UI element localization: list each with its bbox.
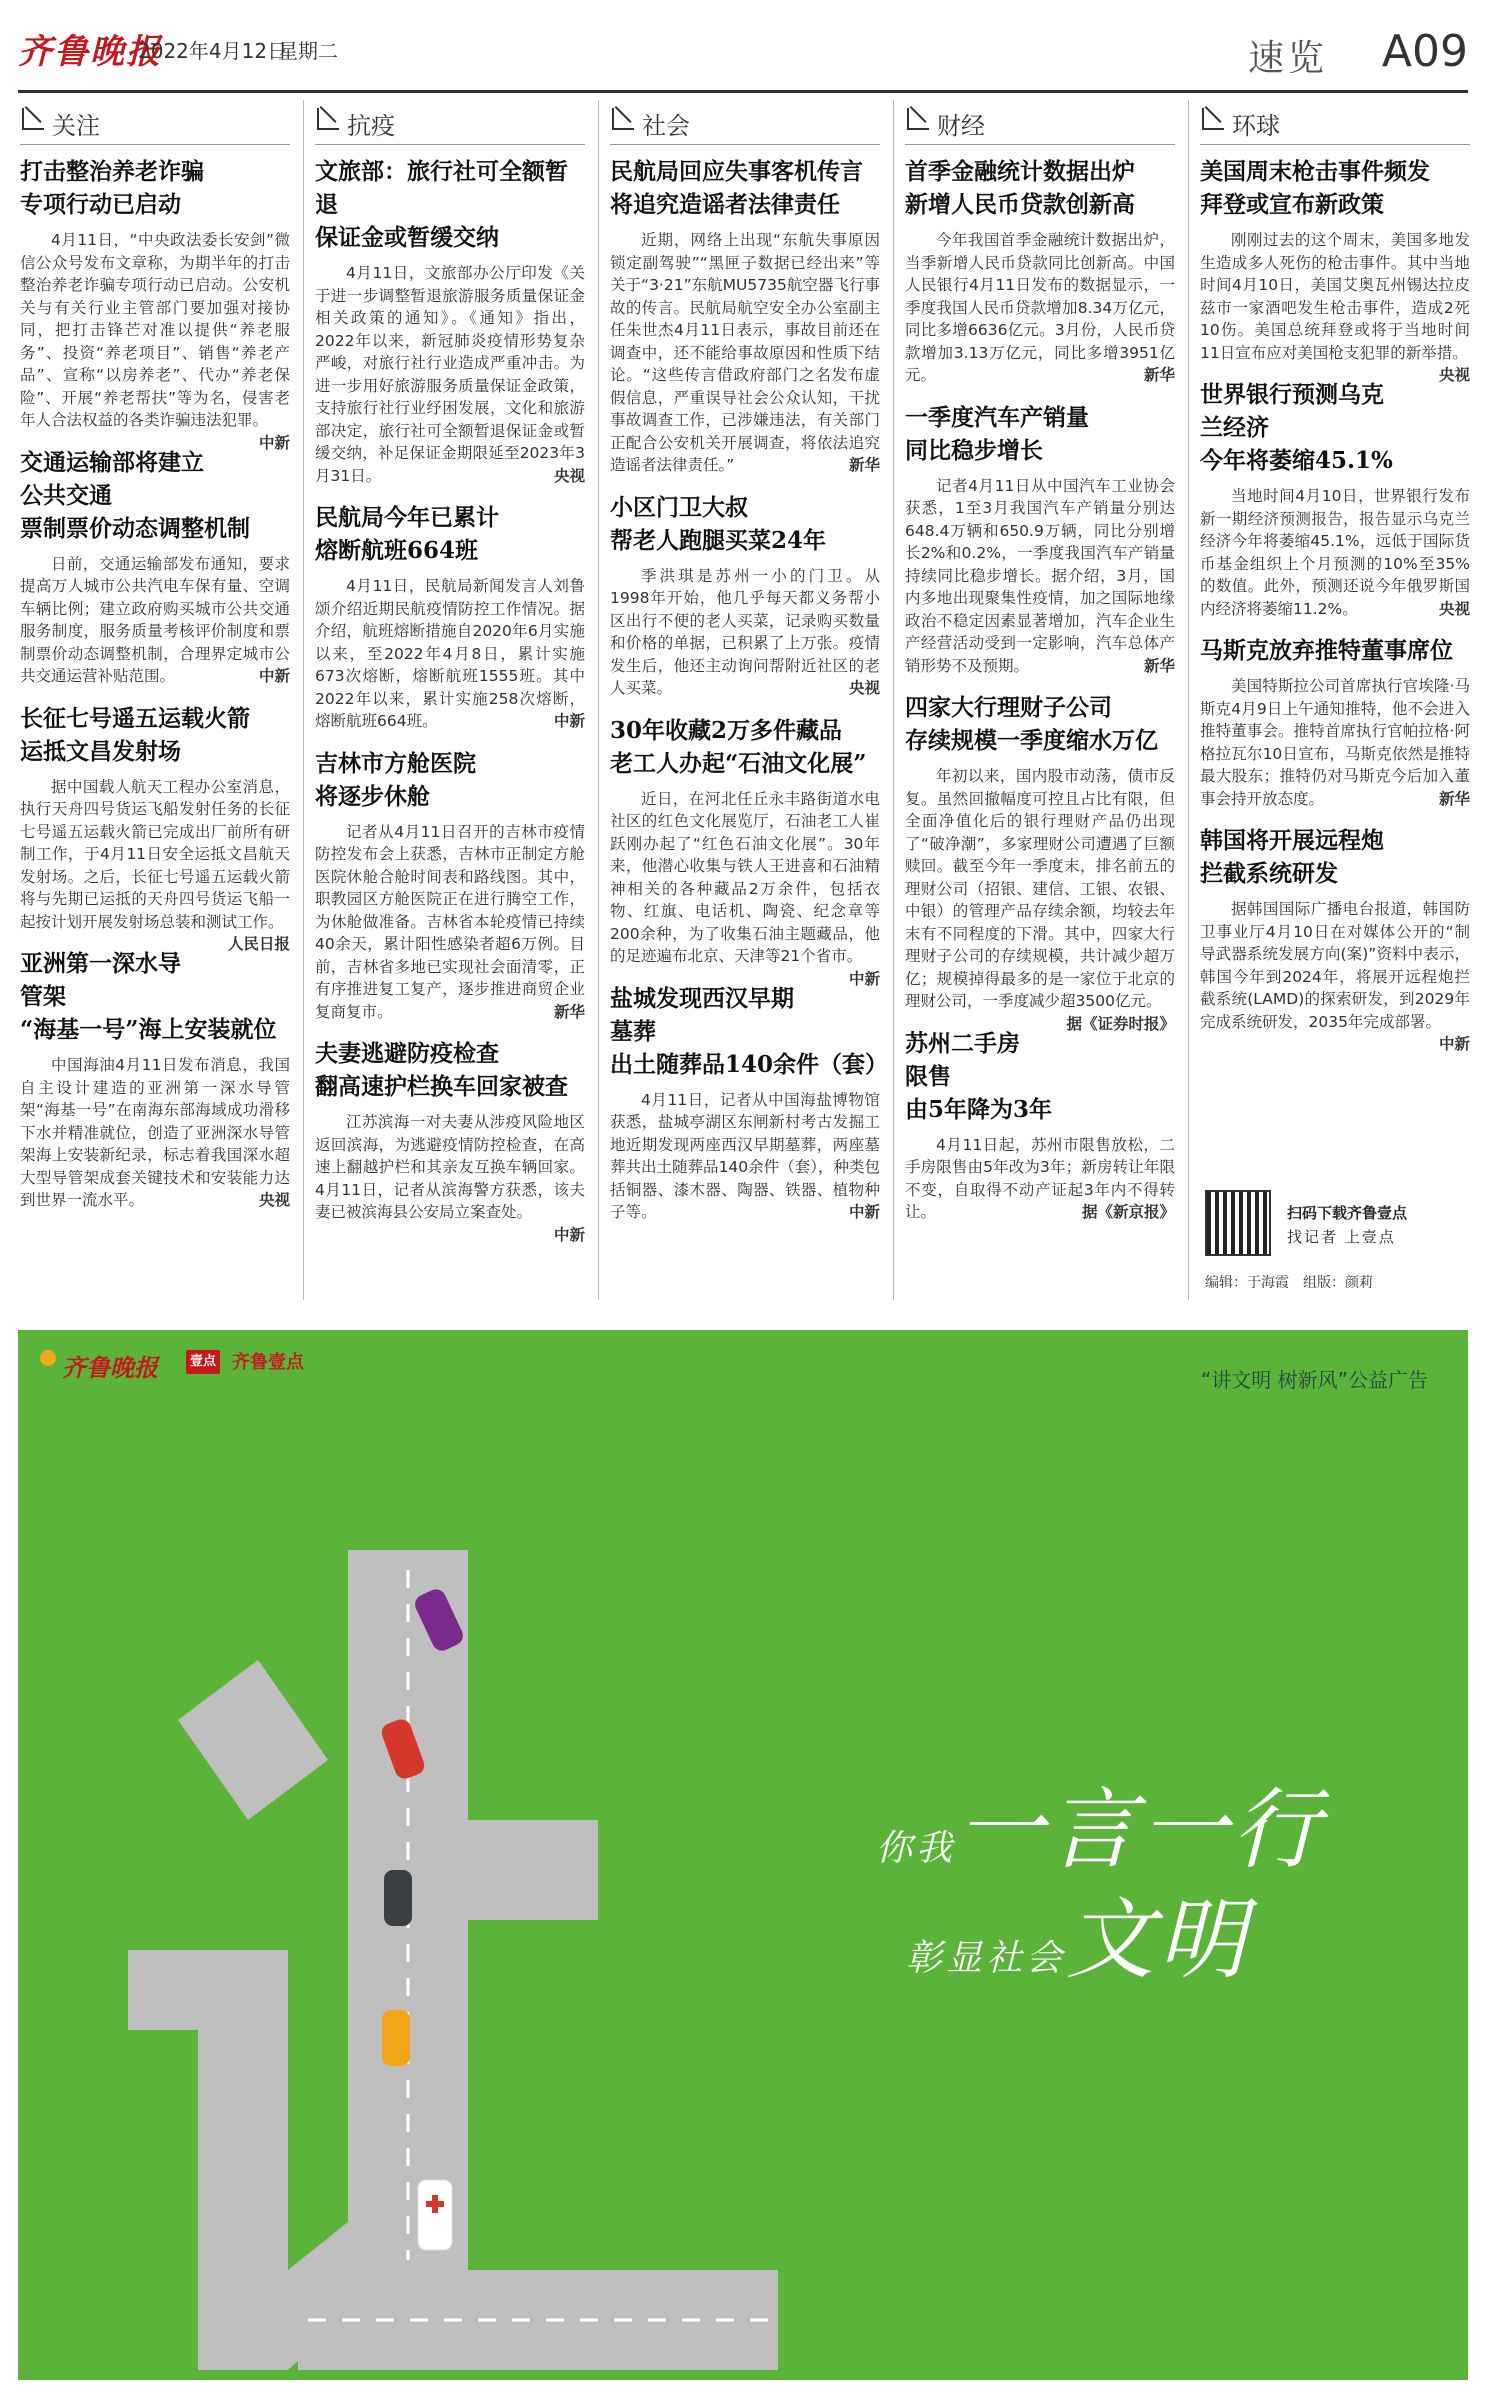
news-article xyxy=(315,501,585,733)
article-headline[interactable]: 30年收藏2万多件藏品 老工人办起“石油文化展” xyxy=(610,716,867,777)
article-body xyxy=(1200,898,1470,1053)
slogan-2-big: 文明 xyxy=(1066,1888,1251,1991)
article-body xyxy=(610,1089,880,1224)
article-body xyxy=(905,765,1175,1033)
qr-code-icon[interactable] xyxy=(1205,1190,1271,1256)
column-title: 关注 xyxy=(52,112,100,140)
article-source: 据《新京报》 xyxy=(1081,1203,1175,1221)
article-source: 中新 xyxy=(1438,1035,1470,1053)
article-headline[interactable]: 韩国将开展远程炮 拦截系统研发 xyxy=(1200,827,1384,887)
article-text: 中国海油4月11日发布消息，我国自主设计建造的亚洲第一深水导管架“海基一号”在南海东部海域成功滑移下水并精准就位，创造了亚洲深水导管架海上安装新纪录，标志着我国深水超大型导管架成套关键技术和安装能力达到世界一流水平。 xyxy=(20,1056,290,1209)
article-headline[interactable]: 长征七号遥五运载火箭 运抵文昌发射场 xyxy=(20,704,250,765)
issue-weekday: 星期二 xyxy=(278,39,338,63)
issue-date: 2022年4月12日 xyxy=(138,39,288,63)
article-body xyxy=(315,575,585,733)
article-body xyxy=(905,229,1175,387)
masthead-rule xyxy=(18,90,1468,93)
column-divider xyxy=(893,100,894,1300)
slogan-line-1 xyxy=(876,1760,1324,1886)
article-body xyxy=(1200,675,1470,810)
article-text: 据韩国国际广播电台报道，韩国防卫事业厅4月10日在对媒体公开的“制导武器系统发展方向(案)”资料中表示，韩国今年到2024年，将展开远程炮拦截系统(LAMD)的探索研发，到2029年完成系统研发，2035年完成部署。 xyxy=(1200,900,1470,1031)
article-text: 4月11日，文旅部办公厅印发《关于进一步调整暂退旅游服务质量保证金相关政策的通知》。《通知》指出，2022年以来，新冠肺炎疫情形势复杂严峻，对旅行社行业造成严重冲击。为进一步用好旅游服务质量保证金政策，支持旅行社行业纾困发展，文化和旅游部决定，旅行社可全额暂退保证金或暂缓交纳，补足保证金期限延至2023年3月31日。 xyxy=(315,264,585,485)
column-guanzhu xyxy=(20,100,290,1226)
article-headline[interactable]: 四家大行理财子公司 存续规模一季度缩水万亿 xyxy=(905,694,1158,754)
app-name: 齐鲁壹点 xyxy=(232,1352,304,1373)
article-headline[interactable]: 首季金融统计数据出炉 新增人民币贷款创新高 xyxy=(905,158,1135,218)
rang-character-shape xyxy=(128,1550,778,2370)
column-header xyxy=(905,100,1175,145)
article-text: 4月11日，“中央政法委长安剑”微信公众号发布文章称，为期半年的打击整治养老诈骗专项行动已启动。公安机关与有关行业主管部门要加强对接协同，把打击锋芒对准以提供“养老服务”、投资“养老项目”、销售“养老产品”、宣称“以房养老”、代办“养老保险”、开展“养老帮扶”等为名，侵害老年人合法权益的各类诈骗违法犯罪。 xyxy=(20,231,290,429)
article-body xyxy=(610,229,880,477)
section-arrow-icon xyxy=(907,108,929,130)
column-divider xyxy=(303,100,304,1300)
column-title: 环球 xyxy=(1232,112,1280,140)
rang-road-illustration xyxy=(88,1390,848,2380)
article-source: 人民日报 xyxy=(227,935,290,953)
article-headline[interactable]: 苏州二手房限售 由5年降为3年 xyxy=(905,1029,1053,1123)
article-headline[interactable]: 民航局回应失事客机传言 将追究造谣者法律责任 xyxy=(610,158,863,218)
section-name: 速览 xyxy=(1247,38,1328,79)
article-body xyxy=(1200,229,1470,384)
slogan-line-2 xyxy=(906,1870,1250,1996)
column-header xyxy=(1200,100,1470,145)
article-text: 今年我国首季金融统计数据出炉，当季新增人民币贷款同比创新高。中国人民银行4月11日发布的数据显示，一季度我国人民币贷款增加8.34万亿元，同比多增6636亿元。3月份，人民币贷款增加3.13万亿元，同比多增3951亿元。 xyxy=(905,231,1175,384)
news-article xyxy=(905,155,1175,387)
logo-circle-icon xyxy=(40,1350,56,1366)
editor-credit: 编辑：于海霞 组版：颜莉 xyxy=(1205,1275,1373,1291)
article-text: 近期，网络上出现“东航失事原因锁定副驾驶”“黑匣子数据已经出来”等关于“3·21”东航MU5735航空器飞行事故的传言。民航局航空安全办公室副主任朱世杰4月11日表示，事故目前还在调查中，还不能给事故原因和性质下结论。“这些传言借政府部门之名发布虚假信息，严重误导社会公众认知，干扰事故调查工作，已涉嫌违法，有关部门正配合公安机关开展调查，将依法追究造谣者法律责任。” xyxy=(610,231,880,474)
article-body xyxy=(1200,485,1470,620)
article-headline[interactable]: 世界银行预测乌克兰经济 今年将萎缩45.1% xyxy=(1200,381,1393,474)
news-article xyxy=(1200,378,1470,620)
section-arrow-icon xyxy=(1202,108,1224,130)
column-title: 社会 xyxy=(642,112,690,140)
article-headline[interactable]: 打击整治养老诈骗 专项行动已启动 xyxy=(20,158,204,218)
masthead xyxy=(18,0,1468,100)
news-article xyxy=(20,947,290,1212)
article-source: 中新 xyxy=(553,1225,585,1244)
app-badge: 壹点 xyxy=(186,1350,220,1374)
article-body xyxy=(315,821,585,1024)
article-headline[interactable]: 盐城发现西汉早期墓葬 出土随葬品140余件（套） xyxy=(610,984,889,1078)
article-body xyxy=(20,229,290,452)
section-arrow-icon xyxy=(22,108,44,130)
column-caijing xyxy=(905,100,1175,1238)
article-body xyxy=(905,1134,1175,1224)
article-body xyxy=(905,475,1175,678)
news-article xyxy=(1200,824,1470,1053)
ad-tagline: “讲文明 树新风”公益广告 xyxy=(1200,1368,1428,1392)
ad-newspaper-logo: 齐鲁晚报 xyxy=(62,1353,158,1382)
column-huanqiu xyxy=(1200,100,1470,1056)
news-article xyxy=(610,714,880,988)
qr-block xyxy=(1205,1190,1470,1290)
article-text: 刚刚过去的这个周末，美国多地发生造成多人死伤的枪击事件。其中当地时间4月10日，美国艾奥瓦州锡达拉皮兹市一家酒吧发生枪击事件，造成2死10伤。美国总统拜登或将于当地时间11日宣布应对美国枪支犯罪的新举措。 xyxy=(1200,231,1470,362)
article-source: 新华 xyxy=(553,1002,585,1021)
column-shehui xyxy=(610,100,889,1238)
article-body xyxy=(315,262,585,487)
article-text: 江苏滨海一对夫妻从涉疫风险地区返回滨海，为逃避疫情防控检查，在高速上翻越护栏和其亲友互换车辆回家。4月11日，记者从滨海警方获悉，该夫妻已被滨海县公安局立案查处。 xyxy=(315,1113,585,1221)
gray-car-icon xyxy=(384,1870,412,1926)
column-header xyxy=(20,100,290,145)
article-text: 近日，在河北任丘永丰路街道水电社区的红色文化展览厅，石油老工人崔跃刚办起了“红色石油文化展”。30年来，他潜心收集与铁人王进喜和石油精神相关的各种藏品2万余件，包括衣物、红旗、电话机、陶瓷、纪念章等200余种，为了收集石油主题藏品，他的足迹遍布北京、天津等21个省市。 xyxy=(610,789,880,965)
article-source: 中新 xyxy=(553,712,585,730)
article-headline[interactable]: 美国周末枪击事件频发 拜登或宣布新政策 xyxy=(1200,158,1430,218)
article-body xyxy=(315,1111,585,1244)
news-article xyxy=(905,1027,1175,1224)
article-source: 新华 xyxy=(1438,789,1470,808)
newspaper-logo: 齐鲁晚报 xyxy=(18,32,162,72)
article-body xyxy=(20,1054,290,1212)
article-source: 央视 xyxy=(848,679,880,697)
column-kangyi xyxy=(315,100,585,1246)
column-header xyxy=(610,100,880,145)
news-article xyxy=(20,446,290,688)
article-body xyxy=(20,776,290,953)
article-headline[interactable]: 小区门卫大叔 帮老人跑腿买菜24年 xyxy=(610,493,827,554)
news-article xyxy=(315,747,585,1024)
slogan-2-small: 彰显社会 xyxy=(906,1938,1067,1979)
news-article xyxy=(20,702,290,953)
news-article xyxy=(610,491,880,700)
news-article xyxy=(315,155,585,487)
news-article xyxy=(1200,155,1470,384)
ambulance-icon xyxy=(418,2180,452,2250)
article-source: 中新 xyxy=(848,1203,880,1221)
page-number: A09 xyxy=(1381,26,1468,77)
column-header xyxy=(315,100,585,145)
article-source: 央视 xyxy=(1438,366,1470,384)
article-source: 中新 xyxy=(848,969,880,988)
column-divider xyxy=(598,100,599,1300)
section-arrow-icon xyxy=(612,108,634,130)
column-title: 抗疫 xyxy=(347,112,395,140)
article-text: 当地时间4月10日，世界银行发布新一期经济预测报告，报告显示乌克兰经济今年将萎缩45.1%，远低于国际货币基金组织上个月预测的10%至35%的数值。此外，预测还说今年俄罗斯国内经济将萎缩11.2%。 xyxy=(1200,487,1470,618)
article-headline[interactable]: 吉林市方舱医院 将逐步休舱 xyxy=(315,749,476,810)
article-body xyxy=(20,553,290,688)
article-source: 新华 xyxy=(1143,656,1175,675)
article-text: 记者从4月11日召开的吉林市疫情防控发布会上获悉，吉林市正制定方舱医院休舱合舱时间表和路线图。其中，职教园区方舱医院正在进行腾空工作，为休舱做准备。吉林省本轮疫情已持续40余天，累计阳性感染者超6万例。目前，吉林省多地已实现社会面清零，正有序推进复工复产，逐步推进商贸企业复商复市。 xyxy=(315,822,585,1021)
article-source: 新华 xyxy=(848,456,880,474)
article-headline[interactable]: 民航局今年已累计 熔断航班664班 xyxy=(315,504,499,564)
news-article xyxy=(610,155,880,477)
article-source: 央视 xyxy=(258,1191,290,1209)
article-text: 年初以来，国内股市动荡，债市反复。虽然回撤幅度可控且占比有限，但全面净值化后的银行理财产品仍出现了“破净潮”，多家理财公司遭遇了巨额赎回。截至今年一季度末，排名前五的理财公司（招银、建信、工银、农银、中银）的管理产品存续余额，均较去年末有不同程度的下滑。其中，四家大行理财子公司的存续规模，共计减少超万亿；规模掉得最多的是一家位于北京的理财公司，一季度减少超3500亿元。 xyxy=(905,767,1175,1010)
slogan-1-big: 一言一行 xyxy=(956,1778,1325,1881)
article-text: 4月11日，民航局新闻发言人刘鲁颂介绍近期民航疫情防控工作情况。据介绍，航班熔断措施自2020年6月实施以来，至2022年4月8日，累计实施673次熔断，熔断航班1555班。其中2022年以来，累计实施258次熔断，熔断航班664班。 xyxy=(315,577,585,730)
article-source: 央视 xyxy=(1438,599,1470,618)
article-headline[interactable]: 亚洲第一深水导管架 “海基一号”海上安装就位 xyxy=(20,950,277,1043)
news-article xyxy=(1200,634,1470,810)
article-text: 4月11日，记者从中国海盐博物馆获悉，盐城亭湖区东闸新村考古发掘工地近期发现两座西汉早期墓葬，两座墓葬共出土随葬品140余件（套），种类包括铜器、漆木器、陶器、铁器、植物种子等。 xyxy=(610,1090,880,1221)
public-service-ad xyxy=(18,1330,1468,2380)
article-headline[interactable]: 马斯克放弃推特董事席位 xyxy=(1200,637,1453,664)
article-source: 中新 xyxy=(258,667,290,685)
article-body xyxy=(610,788,880,988)
article-text: 美国特斯拉公司首席执行官埃隆·马斯克4月9日上午通知推特，他不会进入推特董事会。推特首席执行官帕拉格·阿格拉瓦尔10日宣布，马斯克依然是推特最大股东；推特仍对马斯克今后加入董事会持开放态度。 xyxy=(1200,677,1470,808)
news-article xyxy=(20,155,290,452)
article-body xyxy=(610,565,880,700)
article-text: 据中国载人航天工程办公室消息，执行天舟四号货运飞船发射任务的长征七号遥五运载火箭已完成出厂前所有研制工作，于4月11日安全运抵文昌航天发射场。之后，长征七号遥五运载火箭将与先期已运抵的天舟四号货运飞船一起按计划开展发射场总装和测试工作。 xyxy=(20,777,290,931)
article-source: 据《证券时报》 xyxy=(1066,1014,1175,1033)
news-article xyxy=(905,691,1175,1033)
article-headline[interactable]: 夫妻逃避防疫检查 翻高速护栏换车回家被查 xyxy=(315,1040,568,1100)
article-text: 记者4月11日从中国汽车工业协会获悉，1至3月我国汽车产销量分别达648.4万辆和650.9万辆，同比分别增长2%和0.2%，一季度我国汽车产销量持续同比稳步增长。据介绍，3月，国内多地出现聚集性疫情，加之国际地缘政治不稳定因素显著增加，汽车企业生产经营活动受到一定影响，汽车总体产销形势不及预期。 xyxy=(905,476,1175,675)
article-source: 中新 xyxy=(258,433,290,452)
qr-subcaption: 找记者 上壹点 xyxy=(1287,1228,1396,1246)
qr-caption: 扫码下载齐鲁壹点 xyxy=(1287,1204,1408,1222)
article-source: 央视 xyxy=(553,466,585,485)
column-title: 财经 xyxy=(937,112,985,140)
section-arrow-icon xyxy=(317,108,339,130)
article-headline[interactable]: 文旅部：旅行社可全额暂退 保证金或暂缓交纳 xyxy=(315,158,568,251)
article-source: 新华 xyxy=(1143,366,1175,384)
article-text: 日前，交通运输部发布通知，要求提高万人城市公共汽电车保有量、空调车辆比例；建立政府购买城市公共交通服务制度，服务质量考核评价制度和票制票价动态调整机制，合理界定城市公共交通运营补贴范围。 xyxy=(20,554,290,685)
article-headline[interactable]: 一季度汽车产销量 同比稳步增长 xyxy=(905,403,1089,464)
news-article xyxy=(315,1037,585,1244)
news-article xyxy=(610,982,889,1224)
news-article xyxy=(905,401,1175,678)
column-divider xyxy=(1188,100,1189,1300)
article-headline[interactable]: 交通运输部将建立公共交通 票制票价动态调整机制 xyxy=(20,448,250,542)
slogan-1-small: 你我 xyxy=(876,1828,957,1869)
yellow-car-icon xyxy=(382,2010,410,2066)
article-text: 季洪琪是苏州一小的门卫。从1998年开始，他几乎每天都义务帮小区出行不便的老人买菜，记录购买数量和价格的单据，已积累了上万张。疫情发生后，他还主动询问帮附近社区的老人买菜。 xyxy=(610,566,880,697)
article-text: 4月11日起，苏州市限售放松，二手房限售由5年改为3年；新房转让年限不变，自取得不动产证起3年内不得转让。 xyxy=(905,1135,1175,1221)
